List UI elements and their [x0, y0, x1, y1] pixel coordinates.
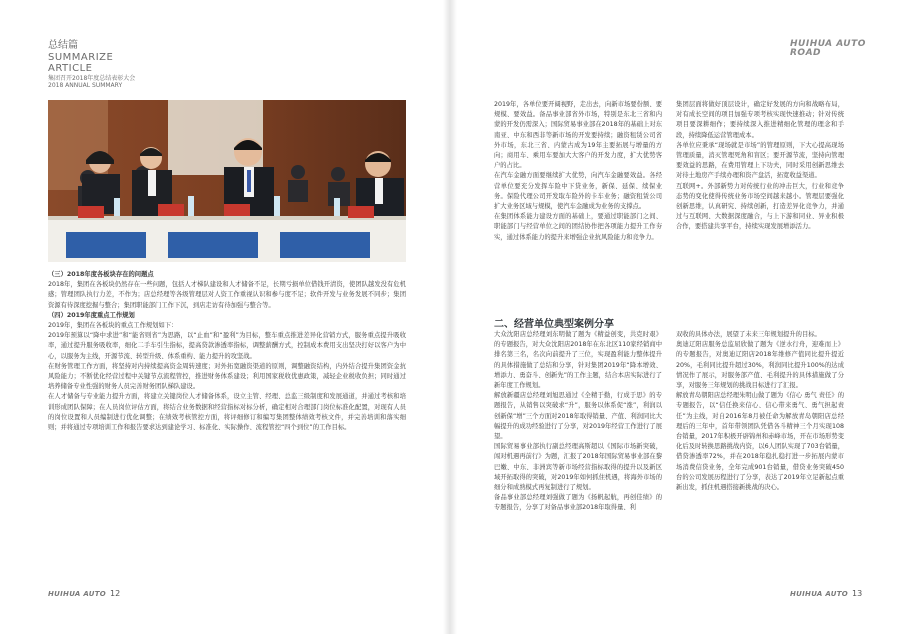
- left-paragraph: 在人才储备与专业能力提升方面，将建立关键岗位人才储备体系，设立主管、经理、总监三级制度和发展通道，并通过考核和培训形成团队保障；在人员岗位评估方面，将结合业务数据和经营指标对标分析，确定相对合理部门岗位标准化配置，对现有人员的岗位设置和人员编制进行优化调整；在绩效考核管控方面，将评细修订和编写集团整体绩效考核文件，并完善培训和落实细则；并将通过专项培训工作和报告要求达到建论学习、标准化、实际操作、流程管控“四个到位”的工作目标。: [48, 393, 406, 432]
- left-page-header: [48, 40, 135, 90]
- right-paragraph: 在汽车金融方面要继续扩大优势，向汽车金融要效益。各经营单位要充分发挥车险中下贷业务，新保、延保、续保业务。保险代理公司开发取车险外的卡车业务；融资租赁公司扩大业务区域与规模，使汽车金融成为业务的支撑点。: [494, 172, 662, 211]
- right-paragraph: 集团层面将做好顶层设计，确定好发展的方向和战略布局，对有成长空间的项目加强专项考核实现快速推动；针对传统项目要深耕细作；要持续深入推进精细化管理的理念和手段，持续降低运营管理成本。: [676, 101, 844, 139]
- logo-line-1: HUIHUA AUTO: [790, 39, 866, 49]
- right-column-1: [494, 100, 662, 243]
- left-paragraph: （四）2019年度重点工作规划: [48, 311, 135, 319]
- left-body-text: [48, 270, 406, 433]
- right-paragraph: 解放新疆店总经理刘旭思通过《全精于勤，行成于思》的专题报告，从销售以突破求“升”，服务以体系促“涨”，利润以创新保“增”三个方面对2018年取得销量、产值、利润同比大幅提升的成功经验进行了分享，对2019年经营工作进行了展望。: [494, 392, 662, 441]
- right-paragraph: 2019年，各单位要开阔视野，走出去，向新市场要份额、要规模、要效益。备品事业部省外市场，特别是东北三省和内蒙的开发仍需深入；国际贸易事业部在2018年的基础上对东南亚、中东和西非等新市场的开发要持续；融资租赁公司省外市场，东北三省、内蒙古成为19年主要拓展与增量的方向；商用车、乘用车要加大大客户的开发力度，扩大优势客户的占比。: [494, 101, 662, 170]
- right-page-footer: [790, 589, 862, 598]
- section-subtitle-zh: 集团召开2018年度总结表彰大会: [48, 74, 136, 82]
- section-title-en-2: ARTICLE: [48, 63, 93, 74]
- right-paragraph: 备品事业部总经理刘强做了题为《扬帆起航，再创佳绩》的专题报告，分享了对备品事业部2018年取得量、利: [494, 494, 662, 512]
- right-page-header-logo: [790, 40, 866, 59]
- section-subtitle-en: 2018 ANNUAL SUMMARY: [48, 82, 123, 90]
- right-paragraph: 奥迪辽阳店服务总监屈欣做了题为《逆水行舟，迎难而上》的专题报告，对奥迪辽阳店2018年维修产值同比提升提近20%，毛利同比提升超过30%，利润同比提升100%的达成情况作了展示，对服务部产值、毛利提升的具体措施做了分享，对服务三年规划的挑战目标进行了汇报。: [676, 341, 844, 390]
- meeting-photo-illustration: [48, 100, 406, 262]
- right-paragraph: 国际贸易事业部执行副总经理高斯超以《国际市场新突破，闯对机遇再前行》为题，汇报了2018年国际贸易事业部在黎巴嫩、中东、非洲宾等新市场经营指标取得的提升以及新区域开拓取得的突破，对2019年如何抓住机遇，将海外市场的细分和成熟模式再复制进行了规划。: [494, 443, 662, 492]
- right-paragraph: 解放青岛朝阳店总经理朱明山做了题为《信心 勇气 责任》的专题报告，以“信任换来信心、信心带来勇气、勇气担起责任”为主线，对自2016年8月被任命为解放青岛朝阳店总经理后的三年中，首年带领团队凭借各斗精神三个月实现108台销量，2017年积极开辟锦州和赤峰市场，开在市场形势变化后及时转换思路挑战内资，以6人团队实现了703台销量，借贷渗透率72%，并在2018年稳扎稳打进一步拓展内蒙市场消费信贷业务，全年完成901台销量，借贷业务突破450台的公司发展历程进行了分享，表达了2019年立足新起点重新出发，抓住机遇搭接新挑战的决心。: [676, 392, 844, 492]
- right-column-3: [494, 330, 662, 514]
- left-paragraph: 在财务管理工作方面，将坚持对内持续提高资金周转速度；对外拓宽融资渠道的原则，调整融资结构，内外结合提升集团资金抗风险能力；不断优化经营过程中关键节点流程管控，推进财务体系建设；利用国家税收优惠政策，减轻企业税收负担；同时通过培养储备专业性强的财务人员完善财务团队梯队建设。: [48, 362, 406, 391]
- right-column-2: [676, 100, 844, 233]
- case-study-section-title: 二、经营单位典型案例分享: [494, 319, 614, 330]
- right-paragraph: 大众沈阳店总经理刘东明做了题为《精益创变，共克时艰》的专题报告，对大众沈阳店2018年在东北区110家经销商中排名第三名，名次向前提升了三位，实现盈利能力整体提升的具体措施做了总结和分享，针对集团2019年“降本增效、增添力、勇奋斗、创新先”的工作主题，结合本店实际进行了新年度工作规划。: [494, 331, 662, 390]
- section-title-zh: 总结篇: [48, 40, 78, 51]
- left-paragraph: 2019年预算以“降中求进”和“能省则省”为思路，以“止血”和“盈利”为目标，整车重点推进差异化营销方式，服务重点提升吸收率，通过提升服务吸收率，细化二手车引生指标，提高贷款渗透率指标，调整薪酬方式，控制成本费用支出坚决打好以客户为中心，以服务为主线，开源节流、转型升级、体系重构、能力提升的攻坚战。: [48, 332, 406, 360]
- footer-logo: HUIHUA AUTO: [48, 589, 107, 598]
- left-paragraph: 2018年，集团在各板块仍然存在一些问题，包括人才梯队建设和人才储备不足，长期亏损单位借钱开清资，使团队越发没有危机感；管理团队执行力差，不作为；店总经理等各级管理层对人资工作重视认识和参与度不足；软件开发与业务发展不同步；集团资源有待深度挖掘与整合；集团职能部门工作下沉，到店走访有待加强与整合等。: [48, 281, 406, 309]
- left-paragraph: 2019年，集团在各板块的重点工作规划如下：: [48, 322, 178, 330]
- right-paragraph: 双收的具体办法，展望了未来三年规划提升的目标。: [676, 331, 821, 338]
- footer-logo: HUIHUA AUTO: [790, 589, 849, 598]
- page-number: 12: [110, 589, 121, 598]
- right-column-4: [676, 330, 844, 493]
- section-title-en-1: SUMMARIZE: [48, 51, 114, 63]
- page-number: 13: [852, 589, 863, 598]
- left-page-footer: [48, 589, 120, 598]
- right-paragraph: 互联网+。外部新势力对传统行业的冲击巨大，行业和竞争态势的变化使得传统业务市场空间越来越小。管理层要强化创新思维，认真研究、持续创新，打造差异化竞争力，并通过与互联网、大数据深度融合，与上下游和同业、异业积极合作，要搭建共享平台，持续实现发展增添活力。: [676, 182, 844, 231]
- right-paragraph: 在集团体系能力建设方面的基础上，要通过职能部门之间、职能部门与经营单位之间的团结协作把各项能力提升工作夯实，通过体系能力的提升来增强企业抗风险能力和竞争力。: [494, 213, 662, 241]
- logo-line-2: ROAD: [790, 48, 822, 59]
- spine-shadow: [443, 0, 457, 634]
- meeting-photo: [48, 100, 406, 262]
- left-paragraph: （三）2018年度各板块存在的问题点: [48, 271, 154, 278]
- right-paragraph: 各单位应秉承“现场就是市场”的管理原则，下大心提高现场管理质量，消灭管理死角和盲区；要开源节流，坚持向管理要效益的思路，在费用管理上下功夫，同时采用创新思维去对待土地房产手续办理和资产盘活，拓宽收益渠道。: [676, 141, 844, 180]
